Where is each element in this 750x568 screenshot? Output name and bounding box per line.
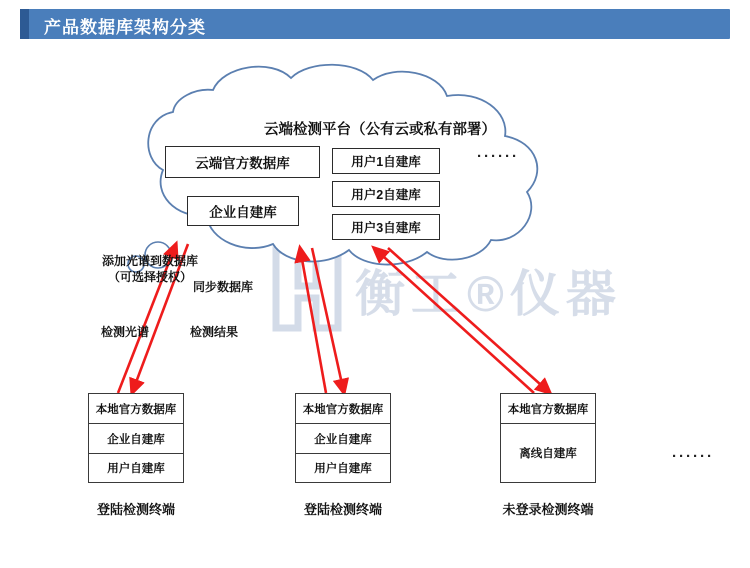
terminal3-cell-offline: 离线自建库 [500, 423, 596, 483]
terminal2-caption: 登陆检测终端 [303, 502, 382, 517]
terminal1-cell-enterprise: 企业自建库 [88, 423, 184, 453]
cloud-user1-database-box: 用户1自建库 [332, 148, 440, 174]
terminal1-cell-local-official: 本地官方数据库 [88, 393, 184, 423]
page-header [0, 0, 750, 48]
terminal-stack-3 [500, 393, 596, 518]
arrow-terminal2-up [300, 248, 326, 393]
label-detect-result: 检测结果 [189, 325, 238, 339]
label-add-spectrum-line1: 添加光谱到数据库 [101, 254, 198, 268]
diagram-canvas [0, 48, 750, 568]
cloud-user3-database-box: 用户3自建库 [332, 214, 440, 240]
watermark-text: 衡工®仪器 [355, 266, 622, 322]
cloud-user2-database-box: 用户2自建库 [332, 181, 440, 207]
label-sync-database: 同步数据库 [192, 280, 253, 294]
arrow-terminal3-down [388, 248, 550, 393]
terminal1-caption: 登陆检测终端 [96, 502, 175, 517]
terminal-stack-2 [295, 393, 391, 518]
terminal3-cell-local-official: 本地官方数据库 [500, 393, 596, 423]
label-detect-spectrum: 检测光谱 [100, 325, 149, 339]
terminal1-cell-user: 用户自建库 [88, 453, 184, 483]
cloud-more-dots: ······ [477, 148, 519, 165]
page-title: 产品数据库架构分类 [44, 18, 206, 37]
cloud-official-database-box: 云端官方数据库 [165, 146, 320, 178]
terminal2-cell-user: 用户自建库 [295, 453, 391, 483]
cloud-enterprise-database-box: 企业自建库 [187, 196, 299, 226]
header-accent-block [20, 9, 29, 39]
cloud-title: 云端检测平台（公有云或私有部署） [264, 122, 496, 138]
terminals-more-dots: ······ [672, 448, 714, 465]
terminal2-cell-enterprise: 企业自建库 [295, 423, 391, 453]
terminal3-caption: 未登录检测终端 [502, 502, 594, 517]
terminal2-cell-local-official: 本地官方数据库 [295, 393, 391, 423]
label-add-spectrum-line2: （可选择授权） [107, 270, 192, 284]
arrow-terminal3-up [374, 248, 534, 393]
terminal-stack-1 [88, 393, 184, 518]
arrow-terminal2-down [312, 248, 344, 393]
